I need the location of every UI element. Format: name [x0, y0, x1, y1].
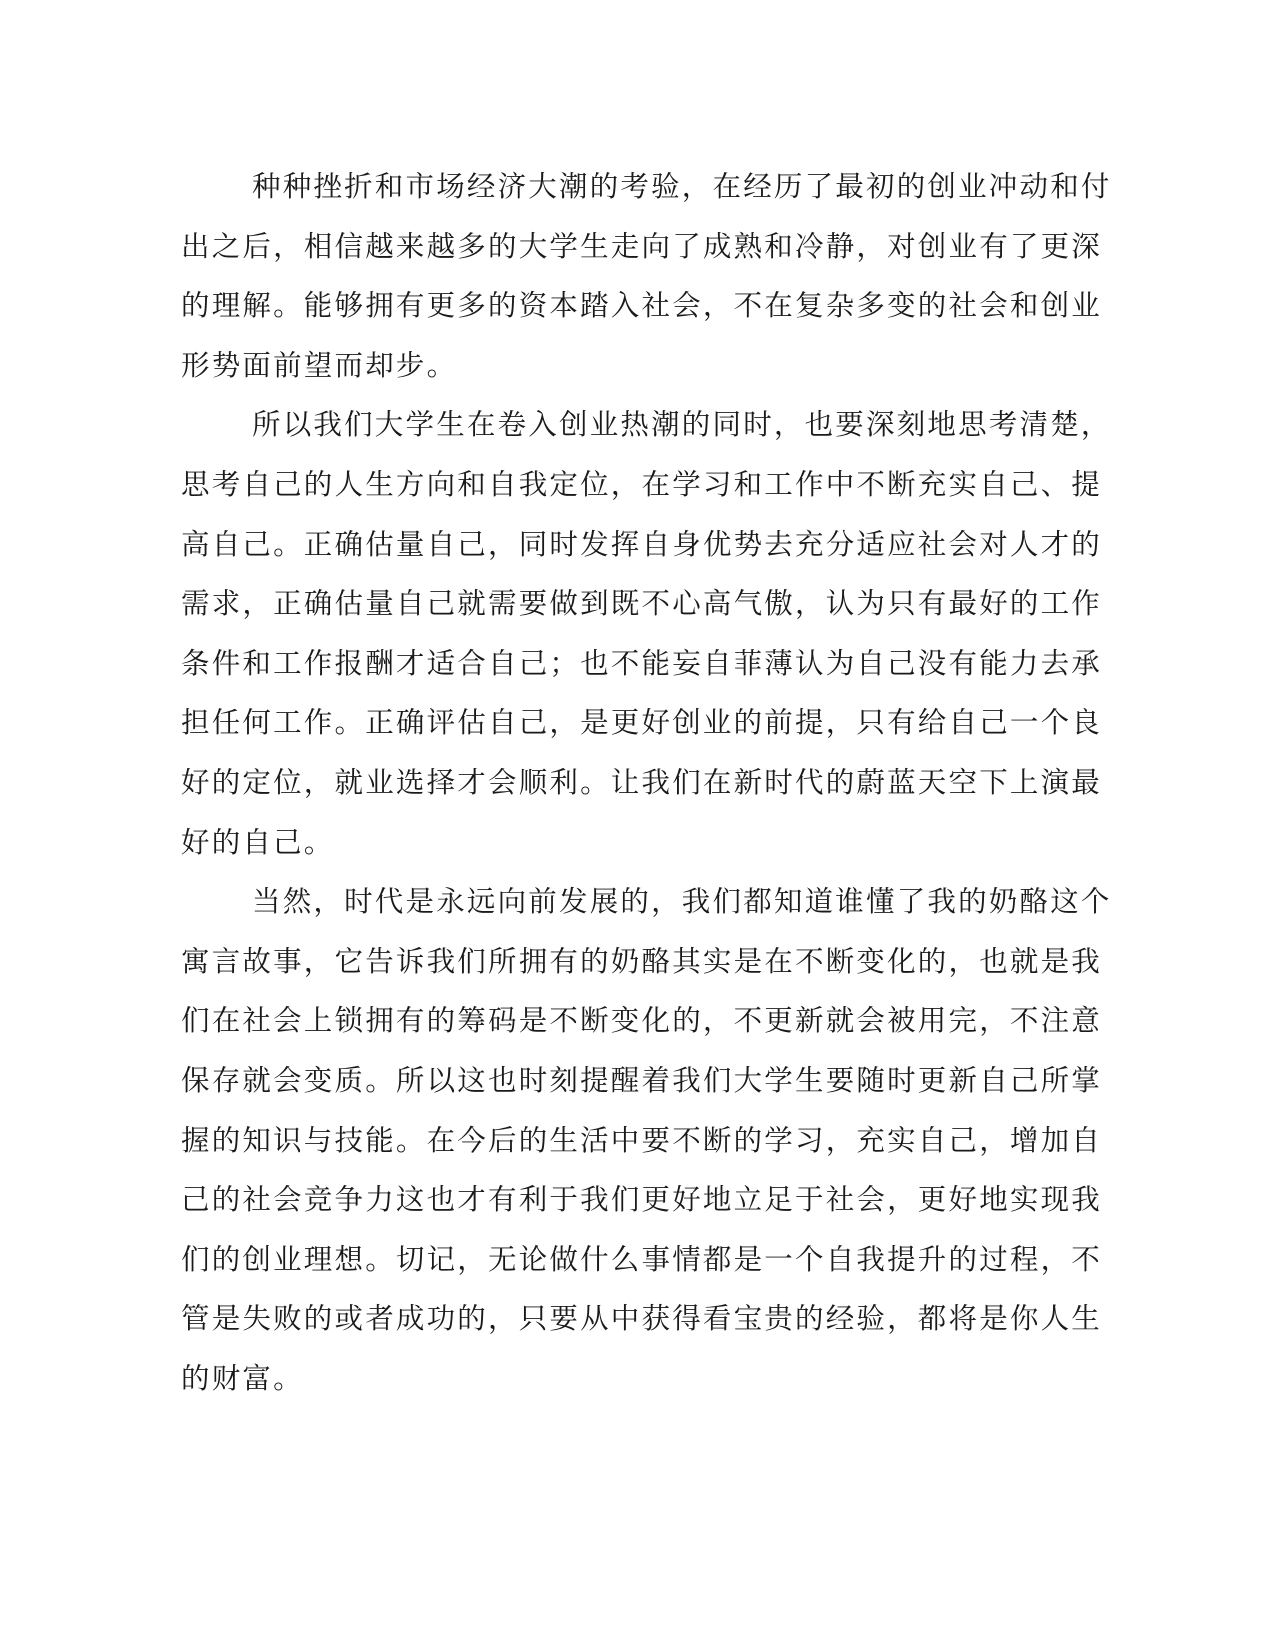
- text-line: 思考自己的人生方向和自我定位，在学习和工作中不断充实自己、提: [181, 467, 1103, 501]
- text-line: 好的自己。: [181, 825, 335, 859]
- text-line: 管是失败的或者成功的，只要从中获得看宝贵的经验，都将是你人生: [181, 1302, 1103, 1336]
- text-line: 种种挫折和市场经济大潮的考验，在经历了最初的创业冲动和付: [252, 170, 1112, 203]
- text-line: 的财富。: [181, 1361, 304, 1395]
- body-text: [181, 157, 1112, 1408]
- text-line: 的理解。能够拥有更多的资本踏入社会，不在复杂多变的社会和创业: [181, 289, 1103, 323]
- text-line: 形势面前望而却步。: [181, 348, 458, 382]
- text-line: 保存就会变质。所以这也时刻提醒着我们大学生要随时更新自己所掌: [181, 1063, 1103, 1097]
- paragraph-2: [181, 395, 1112, 872]
- text-line: 握的知识与技能。在今后的生活中要不断的学习，充实自己，增加自: [181, 1123, 1103, 1157]
- text-line: 条件和工作报酬才适合自己；也不能妄自菲薄认为自己没有能力去承: [181, 646, 1103, 680]
- text-line: 寓言故事，它告诉我们所拥有的奶酪其实是在不断变化的，也就是我: [181, 944, 1103, 978]
- text-line: 担任何工作。正确评估自己，是更好创业的前提，只有给自己一个良: [181, 706, 1103, 740]
- text-line: 们在社会上锁拥有的筹码是不断变化的，不更新就会被用完，不注意: [181, 1004, 1103, 1038]
- text-line: 当然，时代是永远向前发展的，我们都知道谁懂了我的奶酪这个: [252, 885, 1112, 919]
- text-line: 己的社会竞争力这也才有利于我们更好地立足于社会，更好地实现我: [181, 1183, 1103, 1217]
- paragraph-1: [181, 157, 1112, 395]
- text-line: 需求，正确估量自己就需要做到既不心高气傲，认为只有最好的工作: [181, 587, 1103, 621]
- text-line: 好的定位，就业选择才会顺利。让我们在新时代的蔚蓝天空下上演最: [181, 765, 1103, 799]
- text-line: 所以我们大学生在卷入创业热潮的同时，也要深刻地思考清楚，: [252, 408, 1112, 442]
- text-line: 出之后，相信越来越多的大学生走向了成熟和冷静，对创业有了更深: [181, 229, 1103, 263]
- text-line: 们的创业理想。切记，无论做什么事情都是一个自我提升的过程，不: [181, 1242, 1103, 1276]
- paragraph-3: [181, 872, 1112, 1408]
- text-line: 高自己。正确估量自己，同时发挥自身优势去充分适应社会对人才的: [181, 527, 1103, 561]
